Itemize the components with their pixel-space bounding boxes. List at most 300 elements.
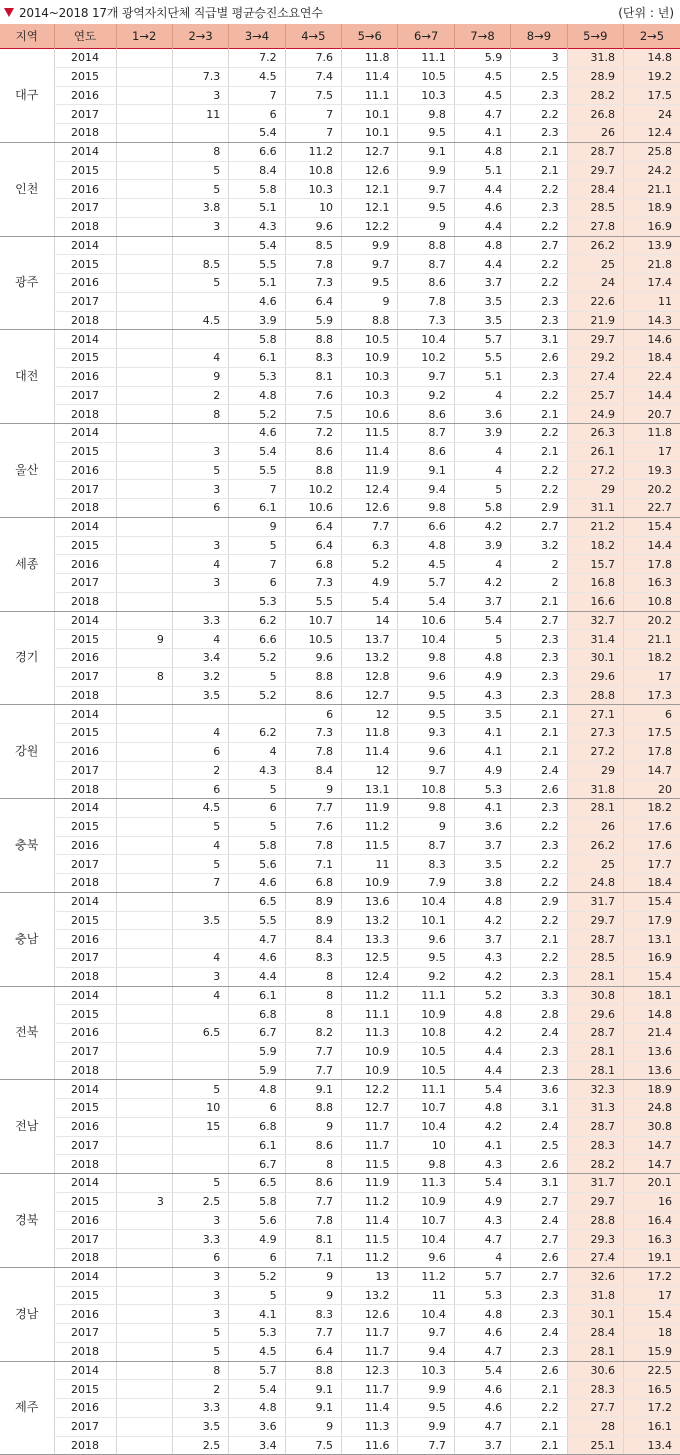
value-cell: 3 <box>172 442 228 461</box>
value-cell: 26.8 <box>567 105 623 124</box>
table-row <box>0 817 680 836</box>
value-cell: 4.3 <box>454 686 510 705</box>
value-cell: 3.9 <box>454 424 510 443</box>
title-bar <box>0 0 680 24</box>
value-cell: 2.3 <box>511 367 567 386</box>
table-row <box>0 349 680 368</box>
value-cell: 2.2 <box>511 461 567 480</box>
value-cell: 9.5 <box>398 199 454 218</box>
value-cell: 4 <box>172 724 228 743</box>
value-cell: 9.6 <box>398 742 454 761</box>
table-row <box>0 1192 680 1211</box>
value-cell <box>116 1080 172 1099</box>
value-cell <box>172 49 228 68</box>
value-cell: 22.6 <box>567 292 623 311</box>
value-cell: 6 <box>172 499 228 518</box>
value-cell: 9.5 <box>398 705 454 724</box>
value-cell: 8.9 <box>285 911 341 930</box>
value-cell: 5 <box>172 1174 228 1193</box>
value-cell: 26.1 <box>567 442 623 461</box>
value-cell: 17.7 <box>624 855 680 874</box>
value-cell: 31.1 <box>567 499 623 518</box>
value-cell: 10.3 <box>285 180 341 199</box>
value-cell: 3.6 <box>511 1080 567 1099</box>
year-cell: 2015 <box>54 1380 116 1399</box>
value-cell: 4 <box>229 742 285 761</box>
value-cell: 11.1 <box>398 986 454 1005</box>
value-cell: 4.6 <box>454 1380 510 1399</box>
year-cell: 2018 <box>54 1249 116 1268</box>
year-cell: 2017 <box>54 199 116 218</box>
value-cell: 8.5 <box>285 236 341 255</box>
year-cell: 2015 <box>54 255 116 274</box>
value-cell: 27.1 <box>567 705 623 724</box>
value-cell: 3.3 <box>511 986 567 1005</box>
value-cell: 19.1 <box>624 1249 680 1268</box>
value-cell <box>116 442 172 461</box>
value-cell: 4.4 <box>454 1061 510 1080</box>
value-cell: 4.8 <box>398 536 454 555</box>
year-cell: 2018 <box>54 1436 116 1455</box>
value-cell: 13.9 <box>624 236 680 255</box>
value-cell: 3 <box>511 49 567 68</box>
value-cell: 5.5 <box>454 349 510 368</box>
value-cell: 3.8 <box>454 874 510 893</box>
value-cell: 8 <box>285 986 341 1005</box>
value-cell: 11.1 <box>398 49 454 68</box>
value-cell: 11 <box>342 855 398 874</box>
value-cell <box>116 1230 172 1249</box>
value-cell: 4.7 <box>454 1342 510 1361</box>
value-cell <box>116 1099 172 1118</box>
value-cell: 10.5 <box>398 67 454 86</box>
value-cell: 3 <box>172 1267 228 1286</box>
value-cell: 6 <box>285 705 341 724</box>
table-row <box>0 799 680 818</box>
value-cell: 7.5 <box>285 1436 341 1455</box>
table-row <box>0 742 680 761</box>
value-cell: 7.2 <box>285 424 341 443</box>
table-row <box>0 855 680 874</box>
value-cell: 10.3 <box>398 1361 454 1380</box>
value-cell: 11.8 <box>342 49 398 68</box>
value-cell: 9.1 <box>398 461 454 480</box>
value-cell: 9.7 <box>398 1324 454 1343</box>
year-cell: 2014 <box>54 1174 116 1193</box>
value-cell: 13.1 <box>342 780 398 799</box>
value-cell <box>116 1155 172 1174</box>
value-cell: 27.4 <box>567 1249 623 1268</box>
value-cell: 8.3 <box>285 349 341 368</box>
value-cell: 10.5 <box>342 330 398 349</box>
value-cell <box>116 874 172 893</box>
value-cell: 3 <box>172 1305 228 1324</box>
value-cell: 29.7 <box>567 330 623 349</box>
year-cell: 2017 <box>54 1136 116 1155</box>
value-cell: 9.9 <box>398 161 454 180</box>
value-cell: 10.2 <box>285 480 341 499</box>
table-row <box>0 274 680 293</box>
value-cell: 3.7 <box>454 930 510 949</box>
value-cell: 6 <box>624 705 680 724</box>
table-row <box>0 142 680 161</box>
value-cell: 26.2 <box>567 836 623 855</box>
year-cell: 2018 <box>54 217 116 236</box>
value-cell: 5.5 <box>229 461 285 480</box>
value-cell <box>116 536 172 555</box>
value-cell: 5.9 <box>229 1061 285 1080</box>
value-cell: 2.3 <box>511 1286 567 1305</box>
column-header: 2→3 <box>172 24 228 49</box>
column-header: 1→2 <box>116 24 172 49</box>
value-cell: 8.6 <box>285 442 341 461</box>
value-cell: 8.7 <box>398 255 454 274</box>
year-cell: 2018 <box>54 405 116 424</box>
value-cell: 11.1 <box>342 86 398 105</box>
value-cell: 9.1 <box>398 142 454 161</box>
value-cell: 2.6 <box>511 1249 567 1268</box>
value-cell <box>116 1024 172 1043</box>
value-cell: 3 <box>172 967 228 986</box>
title-group <box>4 4 323 21</box>
value-cell: 4.8 <box>454 1099 510 1118</box>
value-cell: 5.4 <box>454 1361 510 1380</box>
table-row <box>0 1267 680 1286</box>
value-cell <box>172 124 228 143</box>
value-cell <box>116 1211 172 1230</box>
value-cell: 5 <box>172 274 228 293</box>
value-cell: 3 <box>172 1211 228 1230</box>
value-cell: 17.2 <box>624 1399 680 1418</box>
value-cell: 10.8 <box>624 592 680 611</box>
value-cell: 11 <box>624 292 680 311</box>
value-cell: 11.2 <box>342 986 398 1005</box>
value-cell: 29.2 <box>567 349 623 368</box>
value-cell: 2.6 <box>511 349 567 368</box>
table-row <box>0 667 680 686</box>
table-row <box>0 67 680 86</box>
value-cell <box>116 1305 172 1324</box>
value-cell: 2.1 <box>511 1417 567 1436</box>
value-cell: 11.2 <box>342 1192 398 1211</box>
value-cell: 26 <box>567 124 623 143</box>
year-cell: 2016 <box>54 649 116 668</box>
value-cell: 24.8 <box>567 874 623 893</box>
value-cell: 15.9 <box>624 1342 680 1361</box>
year-cell: 2018 <box>54 874 116 893</box>
table-row <box>0 105 680 124</box>
value-cell: 16.4 <box>624 1211 680 1230</box>
value-cell: 4.8 <box>229 386 285 405</box>
value-cell: 24.2 <box>624 161 680 180</box>
value-cell <box>229 705 285 724</box>
year-cell: 2017 <box>54 667 116 686</box>
value-cell: 4.7 <box>229 930 285 949</box>
table-row <box>0 892 680 911</box>
table-row <box>0 536 680 555</box>
value-cell <box>116 592 172 611</box>
value-cell: 27.4 <box>567 367 623 386</box>
value-cell <box>116 780 172 799</box>
year-cell: 2018 <box>54 1061 116 1080</box>
value-cell: 9.6 <box>398 930 454 949</box>
value-cell: 31.8 <box>567 1286 623 1305</box>
value-cell: 12.7 <box>342 1099 398 1118</box>
value-cell: 4.4 <box>454 255 510 274</box>
value-cell: 3.7 <box>454 274 510 293</box>
value-cell: 10.6 <box>398 611 454 630</box>
column-header: 5→6 <box>342 24 398 49</box>
value-cell: 4.4 <box>454 1042 510 1061</box>
value-cell: 6 <box>172 742 228 761</box>
value-cell: 13.2 <box>342 1286 398 1305</box>
value-cell <box>172 236 228 255</box>
value-cell <box>172 424 228 443</box>
value-cell: 8.4 <box>229 161 285 180</box>
value-cell: 6.5 <box>172 1024 228 1043</box>
value-cell: 9.3 <box>398 724 454 743</box>
table-row <box>0 1230 680 1249</box>
year-cell: 2018 <box>54 124 116 143</box>
value-cell: 3.6 <box>454 817 510 836</box>
value-cell: 10.5 <box>398 1042 454 1061</box>
table-row <box>0 1361 680 1380</box>
value-cell: 10.9 <box>398 1005 454 1024</box>
value-cell: 16.8 <box>567 574 623 593</box>
value-cell: 10 <box>398 1136 454 1155</box>
value-cell: 15.4 <box>624 1305 680 1324</box>
value-cell: 6.8 <box>285 874 341 893</box>
value-cell: 11.3 <box>342 1417 398 1436</box>
value-cell: 7.7 <box>285 1324 341 1343</box>
value-cell: 5.8 <box>229 330 285 349</box>
value-cell: 4.4 <box>454 217 510 236</box>
value-cell: 7 <box>229 555 285 574</box>
value-cell <box>116 499 172 518</box>
value-cell: 4.1 <box>454 724 510 743</box>
value-cell: 11.8 <box>624 424 680 443</box>
value-cell: 15 <box>172 1117 228 1136</box>
value-cell: 3.5 <box>454 705 510 724</box>
value-cell: 4.7 <box>454 105 510 124</box>
value-cell: 21.8 <box>624 255 680 274</box>
value-cell: 3 <box>172 480 228 499</box>
value-cell: 9 <box>116 630 172 649</box>
value-cell <box>116 855 172 874</box>
region-cell: 울산 <box>0 424 54 518</box>
year-cell: 2018 <box>54 1342 116 1361</box>
value-cell: 5.3 <box>229 1324 285 1343</box>
value-cell: 4.8 <box>454 236 510 255</box>
value-cell: 2.3 <box>511 124 567 143</box>
table-row <box>0 255 680 274</box>
value-cell: 28.1 <box>567 1061 623 1080</box>
value-cell: 11.4 <box>342 67 398 86</box>
value-cell: 30.8 <box>567 986 623 1005</box>
value-cell: 9.7 <box>398 180 454 199</box>
value-cell: 5.7 <box>398 574 454 593</box>
year-cell: 2017 <box>54 949 116 968</box>
year-cell: 2018 <box>54 780 116 799</box>
region-cell: 경남 <box>0 1267 54 1361</box>
value-cell: 7.5 <box>285 86 341 105</box>
value-cell: 25 <box>567 255 623 274</box>
value-cell <box>116 1399 172 1418</box>
table-body <box>0 49 680 1455</box>
value-cell: 7.3 <box>285 724 341 743</box>
value-cell: 4.3 <box>229 217 285 236</box>
value-cell: 2.4 <box>511 761 567 780</box>
region-cell: 전남 <box>0 1080 54 1174</box>
value-cell: 31.8 <box>567 49 623 68</box>
table-row <box>0 405 680 424</box>
table-row <box>0 442 680 461</box>
year-cell: 2016 <box>54 1305 116 1324</box>
value-cell: 9.8 <box>398 105 454 124</box>
value-cell: 10.1 <box>398 911 454 930</box>
column-header: 6→7 <box>398 24 454 49</box>
value-cell: 12.1 <box>342 199 398 218</box>
table-row <box>0 874 680 893</box>
value-cell: 9.7 <box>398 367 454 386</box>
value-cell: 9 <box>342 292 398 311</box>
value-cell: 2.6 <box>511 780 567 799</box>
year-cell: 2016 <box>54 1211 116 1230</box>
value-cell: 8 <box>172 405 228 424</box>
value-cell: 4.9 <box>454 667 510 686</box>
value-cell: 4.1 <box>229 1305 285 1324</box>
value-cell: 29.7 <box>567 911 623 930</box>
value-cell: 10.8 <box>285 161 341 180</box>
value-cell: 4 <box>454 442 510 461</box>
value-cell: 16.9 <box>624 949 680 968</box>
value-cell: 13 <box>342 1267 398 1286</box>
value-cell: 5.7 <box>454 1267 510 1286</box>
value-cell: 28.7 <box>567 1117 623 1136</box>
value-cell: 6.2 <box>229 611 285 630</box>
value-cell: 4.2 <box>454 1117 510 1136</box>
value-cell: 3.6 <box>454 405 510 424</box>
year-cell: 2014 <box>54 49 116 68</box>
year-cell: 2017 <box>54 105 116 124</box>
value-cell: 3 <box>172 217 228 236</box>
value-cell: 4.5 <box>172 311 228 330</box>
value-cell <box>116 386 172 405</box>
value-cell: 8.8 <box>398 236 454 255</box>
value-cell: 14.8 <box>624 1005 680 1024</box>
value-cell: 5.4 <box>454 1080 510 1099</box>
value-cell: 10.9 <box>342 1042 398 1061</box>
region-cell: 충남 <box>0 892 54 986</box>
value-cell: 5.5 <box>229 255 285 274</box>
value-cell: 2.7 <box>511 1192 567 1211</box>
value-cell: 25.8 <box>624 142 680 161</box>
value-cell: 7.3 <box>172 67 228 86</box>
year-cell: 2016 <box>54 180 116 199</box>
value-cell: 3.3 <box>172 611 228 630</box>
value-cell: 2 <box>511 574 567 593</box>
value-cell: 10.8 <box>398 780 454 799</box>
value-cell <box>116 761 172 780</box>
table-row <box>0 611 680 630</box>
year-cell: 2018 <box>54 311 116 330</box>
year-cell: 2015 <box>54 1286 116 1305</box>
value-cell: 4 <box>172 555 228 574</box>
value-cell: 17 <box>624 442 680 461</box>
table-row <box>0 480 680 499</box>
value-cell: 4.9 <box>229 1230 285 1249</box>
table-row <box>0 836 680 855</box>
region-cell: 전북 <box>0 986 54 1080</box>
value-cell: 8.8 <box>285 1099 341 1118</box>
value-cell: 30.1 <box>567 1305 623 1324</box>
column-header: 2→5 <box>624 24 680 49</box>
value-cell: 4.2 <box>454 1024 510 1043</box>
value-cell: 4.3 <box>454 1211 510 1230</box>
value-cell: 16 <box>624 1192 680 1211</box>
table-row <box>0 1155 680 1174</box>
value-cell: 4.5 <box>229 67 285 86</box>
value-cell: 3.8 <box>172 199 228 218</box>
table-row <box>0 217 680 236</box>
value-cell: 6.4 <box>285 1342 341 1361</box>
value-cell <box>116 424 172 443</box>
value-cell: 2.3 <box>511 836 567 855</box>
year-cell: 2014 <box>54 1080 116 1099</box>
value-cell: 11.9 <box>342 461 398 480</box>
table-row <box>0 1436 680 1455</box>
value-cell: 29.3 <box>567 1230 623 1249</box>
value-cell: 8.9 <box>285 892 341 911</box>
value-cell: 2.1 <box>511 592 567 611</box>
table-row <box>0 311 680 330</box>
value-cell <box>116 1380 172 1399</box>
value-cell <box>116 967 172 986</box>
value-cell <box>116 1324 172 1343</box>
value-cell: 10.4 <box>398 1230 454 1249</box>
value-cell <box>116 124 172 143</box>
value-cell: 2.2 <box>511 1399 567 1418</box>
value-cell <box>116 555 172 574</box>
value-cell: 3.7 <box>454 592 510 611</box>
value-cell: 16.3 <box>624 1230 680 1249</box>
column-header: 8→9 <box>511 24 567 49</box>
table-row <box>0 555 680 574</box>
value-cell: 2.4 <box>511 1117 567 1136</box>
value-cell: 2.1 <box>511 1436 567 1455</box>
value-cell: 11.7 <box>342 1136 398 1155</box>
value-cell: 25 <box>567 855 623 874</box>
table-row <box>0 1024 680 1043</box>
value-cell: 2.6 <box>511 1361 567 1380</box>
value-cell: 21.1 <box>624 180 680 199</box>
value-cell <box>116 1174 172 1193</box>
value-cell: 2.7 <box>511 236 567 255</box>
value-cell: 3.7 <box>454 1436 510 1455</box>
value-cell: 14.6 <box>624 330 680 349</box>
value-cell: 8.1 <box>285 367 341 386</box>
value-cell: 27.8 <box>567 217 623 236</box>
value-cell: 9.6 <box>285 217 341 236</box>
value-cell: 4.1 <box>454 799 510 818</box>
value-cell: 6.2 <box>229 724 285 743</box>
value-cell: 4 <box>172 949 228 968</box>
value-cell: 6 <box>229 574 285 593</box>
value-cell: 28.3 <box>567 1380 623 1399</box>
value-cell: 9.5 <box>342 274 398 293</box>
value-cell: 26 <box>567 817 623 836</box>
year-cell: 2014 <box>54 142 116 161</box>
